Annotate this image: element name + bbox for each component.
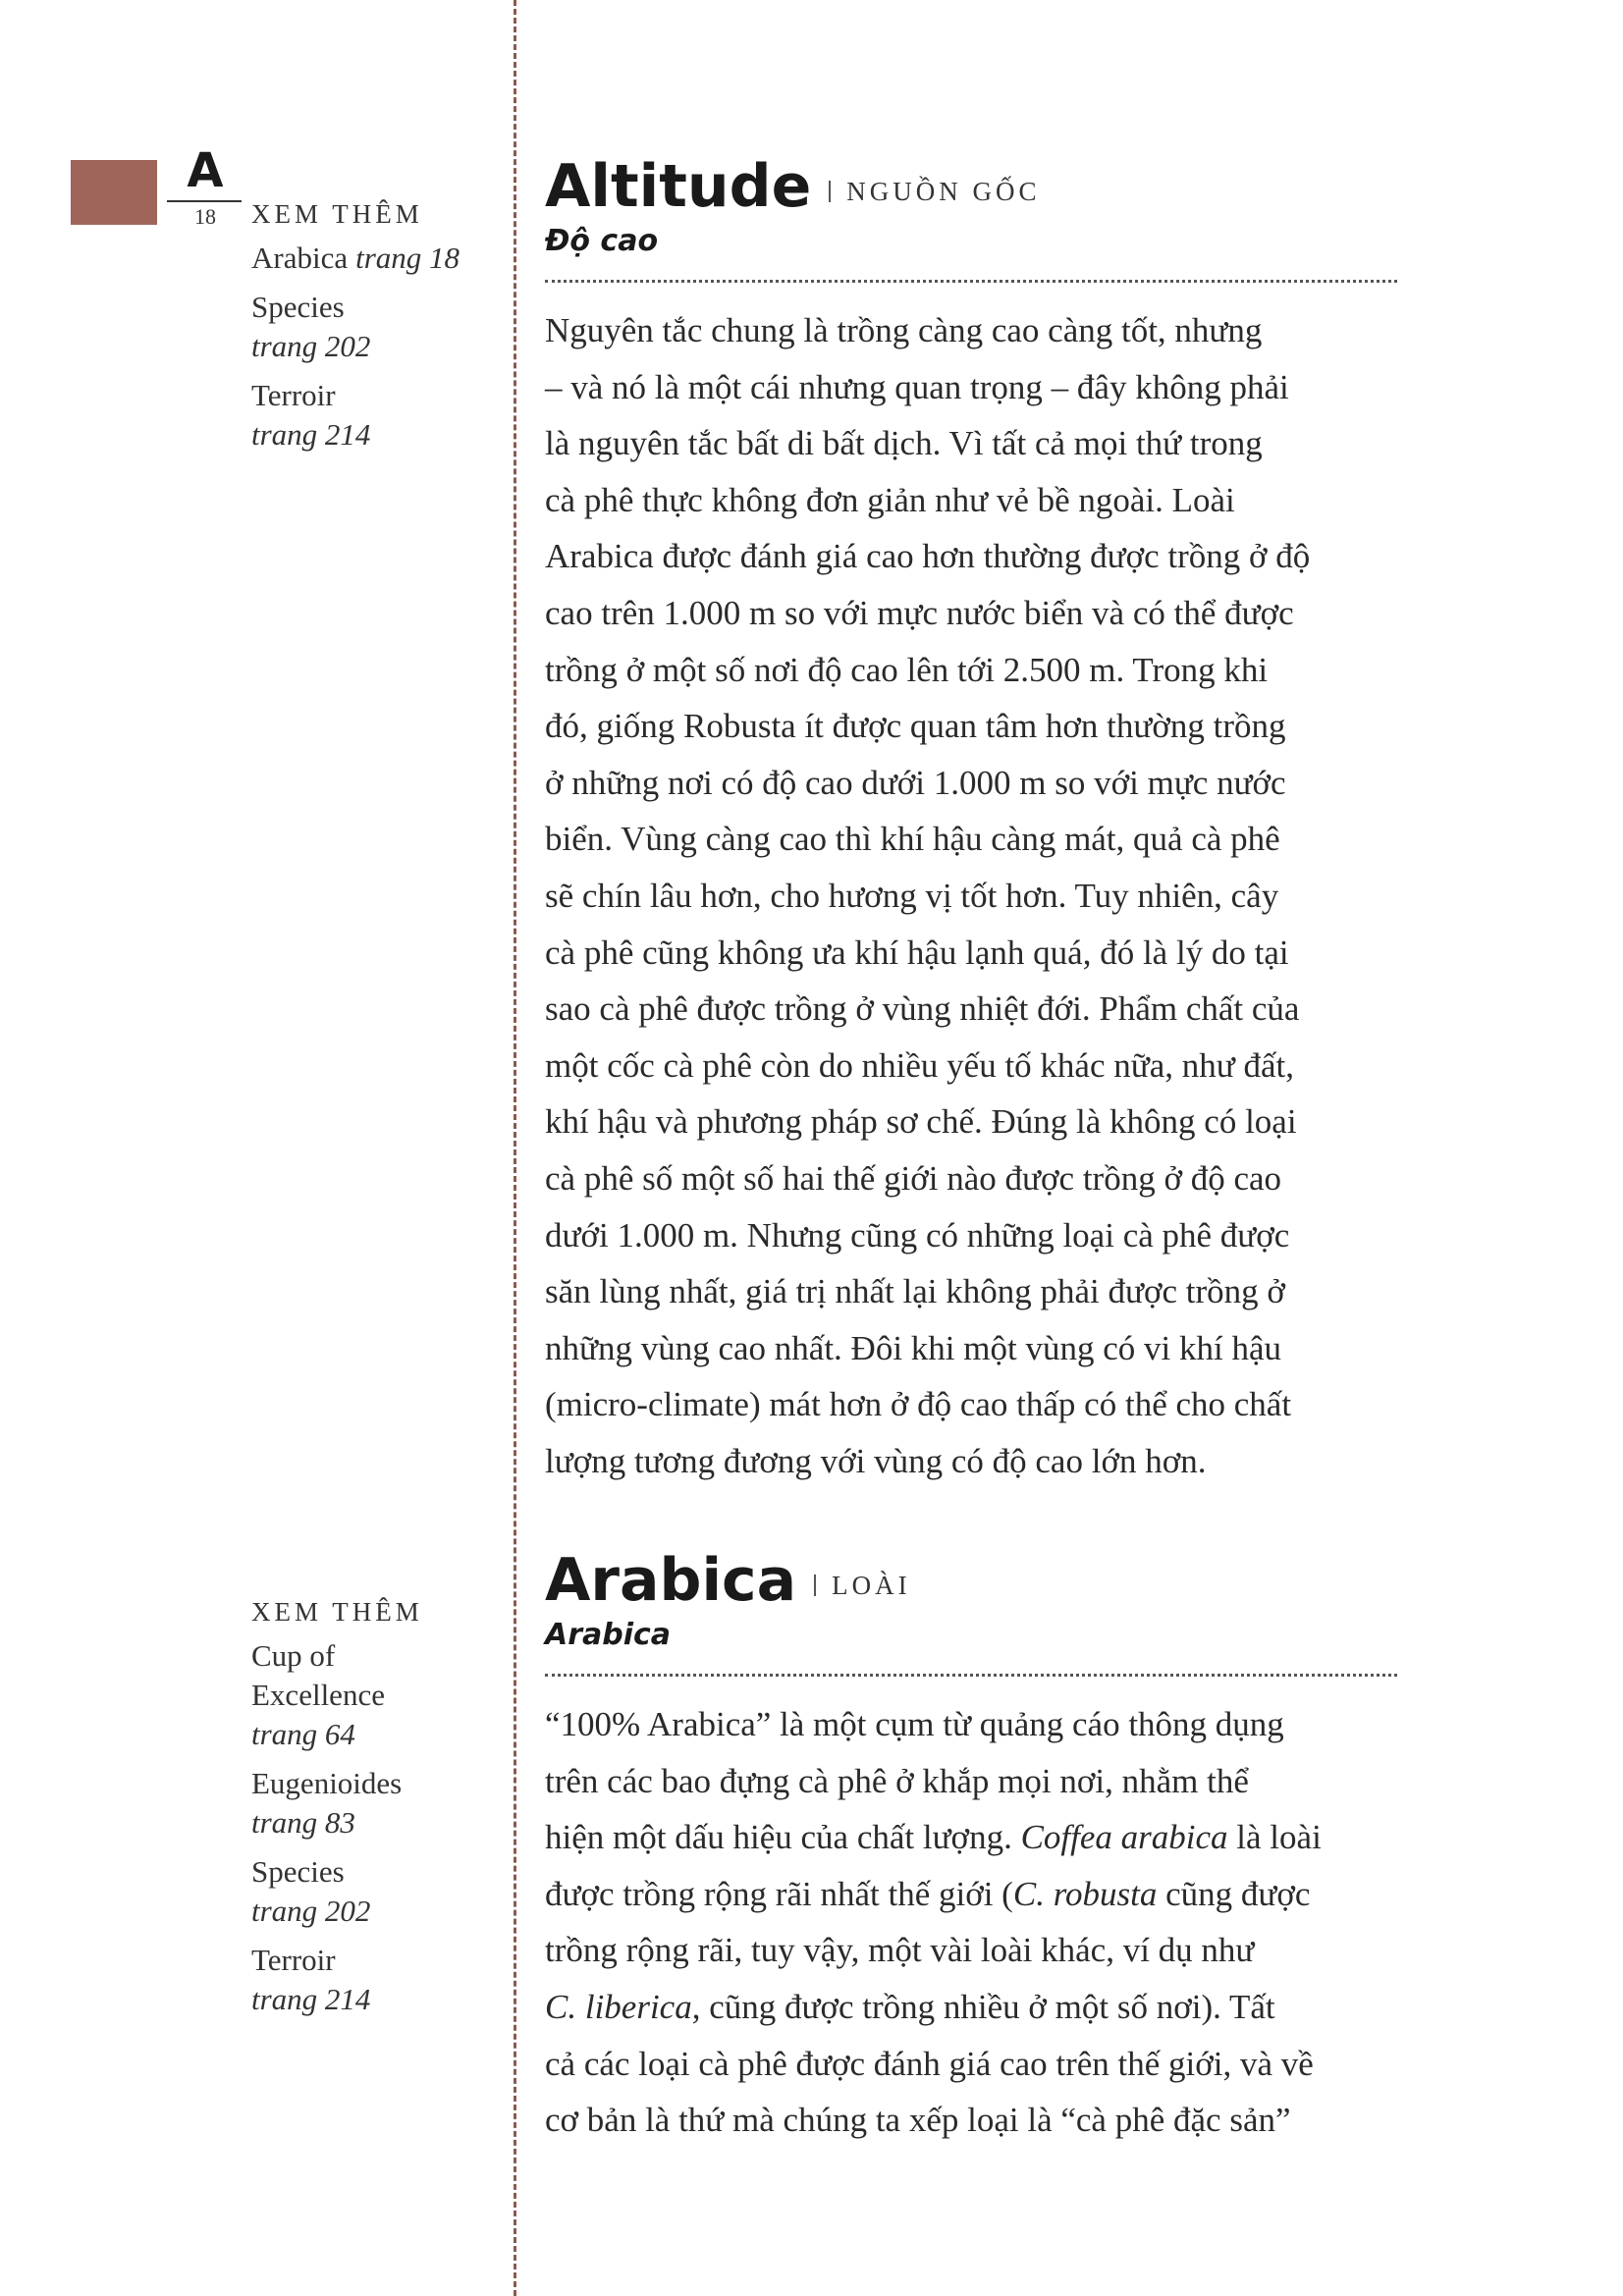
entry-subtitle: Độ cao [545, 224, 659, 258]
body-line: Nguyên tắc chung là trồng càng cao càng tốt, nhưng [545, 311, 1263, 349]
entry-altitude [545, 152, 1399, 1489]
body-line: cà phê số một số hai thế giới nào được trồng ở độ cao [545, 1158, 1282, 1198]
see-also-sidebar-arabica [251, 1593, 497, 2029]
see-also-ref[interactable] [251, 376, 497, 454]
body-line: sẽ chín lâu hơn, cho hương vị tốt hơn. Tuy nhiên, cây [545, 876, 1279, 915]
ref-name: Excellence [251, 1678, 385, 1712]
body-line: “100% Arabica” là một cụm từ quảng cáo thông dụng [545, 1705, 1284, 1743]
body-line: những vùng cao nhất. Đôi khi một vùng có vi khí hậu [545, 1328, 1281, 1367]
section-letter: A [187, 143, 224, 198]
see-also-label: XEM THÊM [251, 199, 423, 229]
ref-page: trang 83 [251, 1805, 355, 1840]
entry-arabica [545, 1546, 1399, 2149]
body-line: sao cà phê được trồng ở vùng nhiệt đới. Phẩm chất của [545, 989, 1300, 1029]
see-also-sidebar-altitude [251, 195, 497, 464]
body-line: cả các loại cà phê được đánh giá cao trên thế giới, và về [545, 2044, 1314, 2083]
dotted-rule [545, 1674, 1397, 1677]
ref-name: Species [251, 1854, 345, 1889]
body-line: cà phê cũng không ưa khí hậu lạnh quá, đó là lý do tại [545, 933, 1289, 972]
ref-page: trang 18 [355, 240, 460, 275]
see-also-ref[interactable] [251, 1764, 497, 1842]
entry-subtitle: Arabica [545, 1618, 672, 1652]
body-line: săn lùng nhất, giá trị nhất lại không phải được trồng ở [545, 1272, 1285, 1311]
see-also-ref[interactable] [251, 1636, 497, 1754]
page-number: 18 [194, 204, 216, 229]
entry-category: NGUỒN GỐC [846, 177, 1041, 206]
ref-name: Eugenioides [251, 1766, 403, 1800]
body-line: lượng tương đương với vùng có độ cao lớn hơn. [545, 1441, 1207, 1480]
entry-title: Altitude [545, 152, 812, 221]
body-line: biển. Vùng càng cao thì khí hậu càng mát, quả cà phê [545, 820, 1280, 859]
body-line: trồng ở một số nơi độ cao lên tới 2.500 m. Trong khi [545, 650, 1269, 689]
see-also-ref[interactable] [251, 1941, 497, 2019]
body-line: cà phê thực không đơn giản như vẻ bề ngoài. Loài [545, 480, 1235, 519]
entry-body [545, 302, 1399, 1489]
ref-page: trang 214 [251, 417, 371, 452]
ref-name: Terroir [251, 1943, 336, 1977]
body-line: là nguyên tắc bất di bất dịch. Vì tất cả mọi thứ trong [545, 424, 1263, 463]
body-line: ở những nơi có độ cao dưới 1.000 m so với mực nước [545, 763, 1286, 802]
entry-title: Arabica [545, 1546, 797, 1615]
see-also-label: XEM THÊM [251, 1597, 423, 1627]
see-also-ref[interactable] [251, 239, 497, 278]
body-line: trên các bao đựng cà phê ở khắp mọi nơi, nhằm thể [545, 1761, 1249, 1800]
dotted-rule [545, 280, 1397, 283]
species-name: C. liberica [545, 1987, 692, 2026]
body-line: cơ bản là thứ mà chúng ta xếp loại là “cà phê đặc sản” [545, 2101, 1291, 2140]
entry-body [545, 1696, 1399, 2149]
entry-heading [545, 1546, 1399, 1615]
see-also-ref[interactable] [251, 1852, 497, 1931]
ref-page: trang 202 [251, 329, 371, 363]
body-line: đó, giống Robusta ít được quan tâm hơn thường trồng [545, 707, 1286, 746]
body-line: (micro-climate) mát hơn ở độ cao thấp có thể cho chất [545, 1385, 1292, 1424]
body-line: Arabica được đánh giá cao hơn thường được trồng ở độ [545, 537, 1311, 576]
see-also-ref[interactable] [251, 288, 497, 366]
ref-name: Cup of [251, 1638, 336, 1673]
ref-name: Terroir [251, 378, 336, 412]
entry-heading [545, 152, 1399, 221]
ref-name: Species [251, 290, 345, 324]
body-line: trồng rộng rãi, tuy vậy, một vài loài khác, ví dụ như [545, 1931, 1255, 1970]
ref-page: trang 214 [251, 1982, 371, 2016]
ref-name: Arabica [251, 240, 349, 275]
body-line: hiện một dấu hiệu của chất lượng. Coffea arabica là loài [545, 1818, 1322, 1857]
letter-rule [167, 200, 242, 202]
ref-page: trang 64 [251, 1717, 355, 1751]
body-line: C. liberica, cũng được trồng nhiều ở một số nơi). Tất [545, 1987, 1275, 2026]
species-name: Coffea arabica [1020, 1818, 1228, 1857]
species-name: C. robusta [1012, 1874, 1158, 1913]
ref-page: trang 202 [251, 1894, 371, 1928]
dashed-divider [514, 0, 516, 2296]
entry-category: LOÀI [832, 1571, 911, 1600]
heading-separator [829, 181, 831, 202]
body-line: khí hậu và phương pháp sơ chế. Đúng là không có loại [545, 1102, 1297, 1142]
body-line: được trồng rộng rãi nhất thế giới (C. robusta cũng được [545, 1874, 1311, 1913]
body-line: một cốc cà phê còn do nhiều yếu tố khác nữa, như đất, [545, 1045, 1294, 1085]
section-tab [71, 160, 157, 225]
heading-separator [814, 1575, 816, 1596]
body-line: dưới 1.000 m. Nhưng cũng có những loại cà phê được [545, 1215, 1290, 1255]
body-line: cao trên 1.000 m so với mực nước biển và có thể được [545, 593, 1294, 632]
body-line: – và nó là một cái nhưng quan trọng – đây không phải [545, 367, 1289, 406]
